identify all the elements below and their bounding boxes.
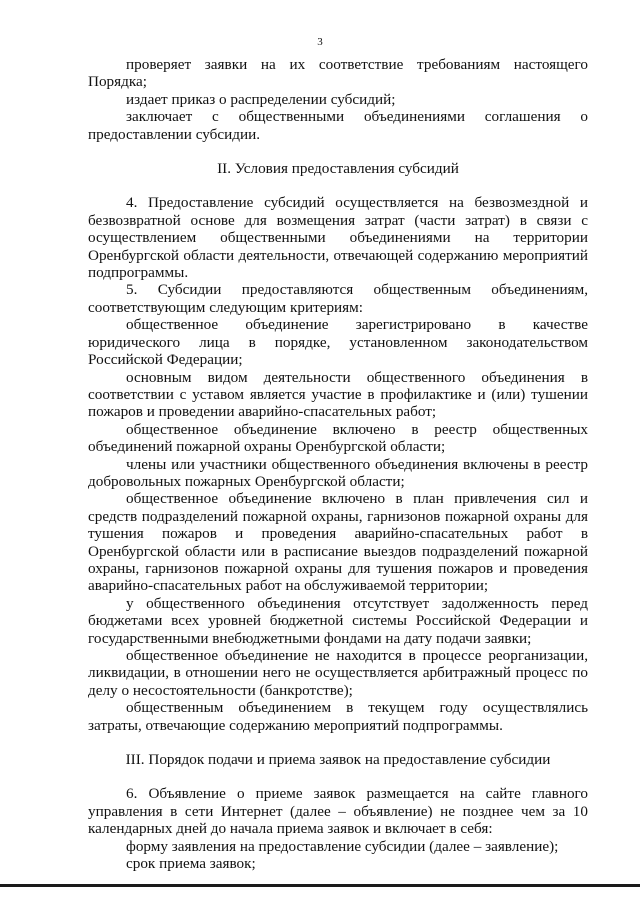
paragraph: заключает с общественными объединениями соглашения о предоставлении субсидии. bbox=[88, 108, 588, 143]
paragraph: основным видом деятельности общественного объединения в соответствии с уставом является участие в профилактике и (или) тушении пожаров и проведении аварийно-спасательных работ; bbox=[88, 368, 588, 421]
paragraph: 4. Предоставление субсидий осуществляется на безвозмездной и безвозвратной основе для возмещения затрат (части затрат) в связи с осуществлением общественными объединениями на территории Оренбургской области деятельности, отвечающей содержанию мероприятий подпрограммы. bbox=[88, 194, 588, 282]
paragraph: у общественного объединения отсутствует задолженность перед бюджетами всех уровней бюджетной системы Российской Федерации и государственными внебюджетными фондами на дату подачи заявки; bbox=[88, 594, 588, 647]
paragraph: общественное объединение не находится в процессе реорганизации, ликвидации, в отношении него не осуществляется арбитражный процесс по делу о несостоятельности (банкротстве); bbox=[88, 647, 588, 699]
paragraph: форму заявления на предоставление субсидии (далее – заявление); bbox=[126, 837, 559, 855]
paragraph: общественное объединение включено в план привлечения сил и средств подразделений пожарной охраны, гарнизонов пожарной охраны для тушения пожаров и проведения аварийно-спасательных работ в Оренбургской области или в расписание выездов подразделений пожарной охраны, гарнизонов пожарной охраны для тушения пожаров и проведения аварийно-спасательных работ на обслуживаемой территории; bbox=[88, 490, 588, 595]
paragraph: 5. Субсидии предоставляются общественным объединениям, соответствующим следующим критериям: bbox=[88, 281, 588, 316]
paragraph: срок приема заявок; bbox=[126, 855, 256, 873]
document-body bbox=[88, 56, 588, 872]
page-number: 3 bbox=[317, 36, 323, 48]
paragraph: 6. Объявление о приеме заявок размещается на сайте главного управления в сети Интернет (далее – объявление) не позднее чем за 10 календарных дней до начала приема заявок и включает в себя: bbox=[88, 785, 588, 838]
section-heading-3: III. Порядок подачи и приема заявок на предоставление субсидии bbox=[125, 751, 551, 769]
paragraph: общественное объединение включено в реестр общественных объединений пожарной охраны Оренбургской области; bbox=[88, 420, 588, 456]
paragraph: общественное объединение зарегистрировано в качестве юридического лица в порядке, установленном законодательством Российской Федерации; bbox=[88, 316, 588, 369]
paragraph: члены или участники общественного объединения включены в реестр добровольных пожарных Оренбургской области; bbox=[88, 455, 588, 490]
paragraph: проверяет заявки на их соответствие требованиям настоящего Порядка; bbox=[88, 56, 588, 91]
paragraph: общественным объединением в текущем году осуществлялись затраты, отвечающие содержанию мероприятий подпрограммы. bbox=[88, 699, 588, 734]
paragraph: издает приказ о распределении субсидий; bbox=[126, 90, 396, 108]
section-heading-2: II. Условия предоставления субсидий bbox=[217, 160, 459, 178]
page-bottom-edge bbox=[0, 884, 640, 887]
